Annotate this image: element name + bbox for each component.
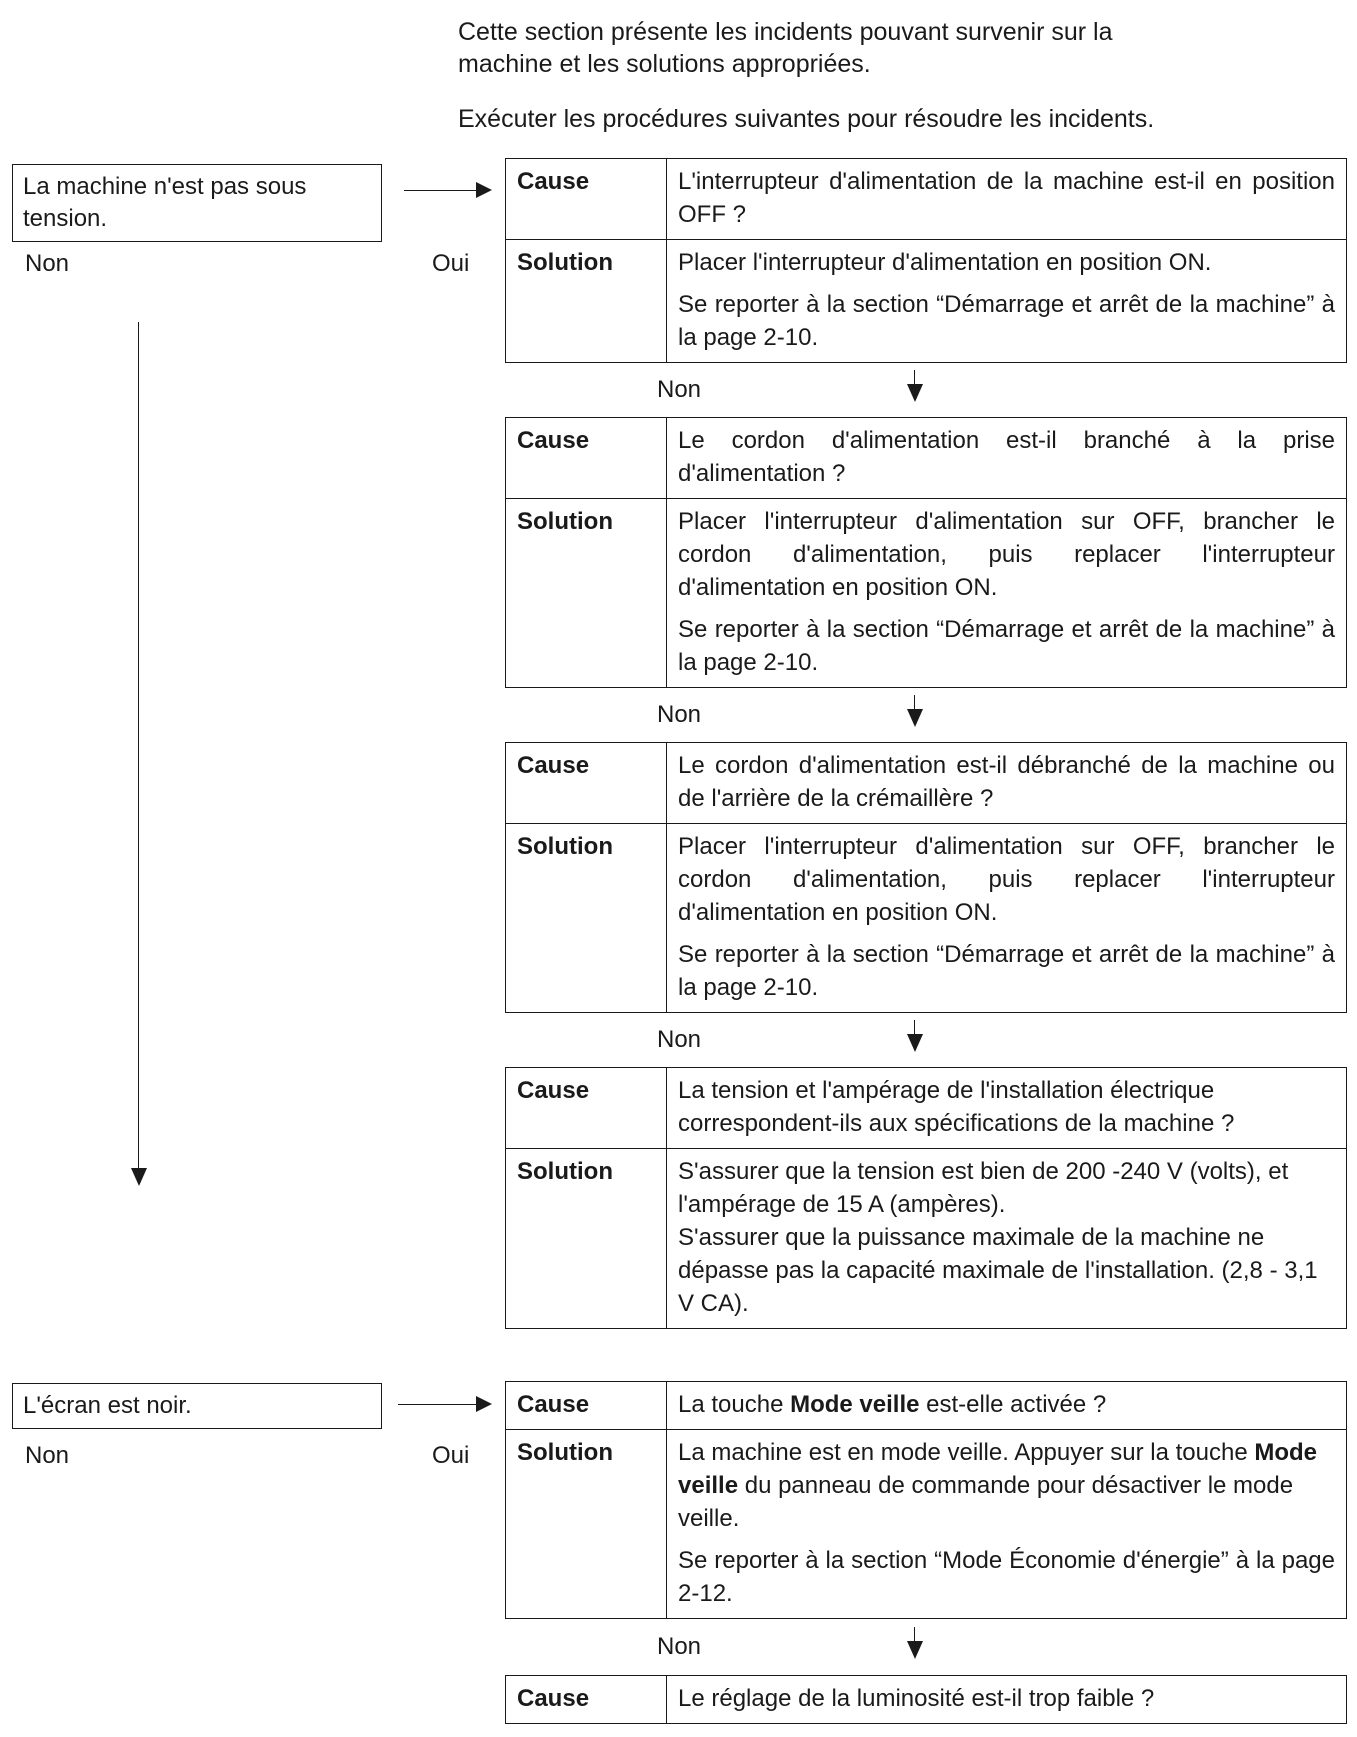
arrow-non-line bbox=[138, 322, 139, 1174]
intro-line-2: machine et les solutions appropriées. bbox=[458, 50, 871, 78]
solution-reference: Se reporter à la section “Démarrage et arrêt de la machine” à la page 2-10. bbox=[678, 941, 1335, 1001]
label-non-step-1: Non bbox=[657, 376, 702, 403]
arrow-oui-2-line bbox=[398, 1404, 478, 1405]
arrow-oui-1-line bbox=[404, 190, 478, 191]
cause-row bbox=[506, 1382, 1347, 1430]
solution-paragraph: Placer l'interrupteur d'alimentation sur OFF, brancher le cordon d'alimentation, puis replacer l'interrupteur d'alimentation en position ON. bbox=[678, 833, 1335, 926]
cause-text: Le réglage de la luminosité est-il trop faible ? bbox=[667, 1676, 1347, 1724]
intro-text bbox=[458, 16, 1113, 80]
solution-paragraph: S'assurer que la puissance maximale de la machine ne dépasse pas la capacité maximale de l'installation. (2,8 - 3,1 V CA). bbox=[678, 1224, 1318, 1317]
solution-label: Solution bbox=[506, 240, 667, 363]
label-non-2: Non bbox=[25, 1442, 70, 1469]
intro-line-3: Exécuter les procédures suivantes pour résoudre les incidents. bbox=[458, 105, 1155, 133]
cause-label: Cause bbox=[506, 159, 667, 240]
label-non-1: Non bbox=[25, 250, 70, 277]
cause-solution-table-1 bbox=[505, 158, 1347, 363]
solution-reference: Se reporter à la section “Mode Économie d'énergie” à la page 2-12. bbox=[678, 1547, 1335, 1607]
cause-solution-table-5 bbox=[505, 1381, 1347, 1619]
cause-solution-table-3 bbox=[505, 742, 1347, 1013]
connector-line bbox=[914, 1020, 915, 1034]
label-non-step-3: Non bbox=[657, 1026, 702, 1053]
label-oui-1: Oui bbox=[432, 250, 470, 277]
cause-row bbox=[506, 1676, 1347, 1724]
arrow-right-icon bbox=[476, 1396, 492, 1412]
solution-row bbox=[506, 1430, 1347, 1619]
solution-row bbox=[506, 824, 1347, 1013]
solution-paragraph: Placer l'interrupteur d'alimentation sur OFF, brancher le cordon d'alimentation, puis replacer l'interrupteur d'alimentation en position ON. bbox=[678, 508, 1335, 601]
connector-line bbox=[914, 1627, 915, 1641]
solution-row bbox=[506, 499, 1347, 688]
cause-text: Le cordon d'alimentation est-il débranché de la machine ou de l'arrière de la crémaillère ? bbox=[667, 743, 1347, 824]
question-black-screen bbox=[12, 1383, 382, 1429]
solution-label: Solution bbox=[506, 1149, 667, 1329]
cause-label: Cause bbox=[506, 418, 667, 499]
connector-line bbox=[914, 695, 915, 709]
solution-text bbox=[667, 240, 1347, 363]
cause-text: La tension et l'ampérage de l'installation électrique correspondent-ils aux spécifications de la machine ? bbox=[667, 1068, 1347, 1149]
cause-row bbox=[506, 743, 1347, 824]
intro-line-1: Cette section présente les incidents pouvant survenir sur la bbox=[458, 18, 1113, 46]
cause-label: Cause bbox=[506, 1068, 667, 1149]
question-line-1: La machine n'est pas sous bbox=[23, 173, 307, 200]
cause-row bbox=[506, 159, 1347, 240]
cause-label: Cause bbox=[506, 1676, 667, 1724]
label-non-step-5: Non bbox=[657, 1633, 702, 1660]
solution-text bbox=[667, 1430, 1347, 1619]
cause-row bbox=[506, 418, 1347, 499]
arrow-down-icon bbox=[907, 709, 923, 727]
label-oui-2: Oui bbox=[432, 1442, 470, 1469]
arrow-down-icon bbox=[907, 384, 923, 402]
solution-text bbox=[667, 499, 1347, 688]
cause-label: Cause bbox=[506, 1382, 667, 1430]
cause-row bbox=[506, 1068, 1347, 1149]
solution-paragraph: La machine est en mode veille. Appuyer sur la touche Mode veille du panneau de commande pour désactiver le mode veille. bbox=[678, 1439, 1318, 1532]
solution-label: Solution bbox=[506, 824, 667, 1013]
arrow-down-icon bbox=[907, 1034, 923, 1052]
solution-label: Solution bbox=[506, 1430, 667, 1619]
cause-text: La touche Mode veille est-elle activée ? bbox=[667, 1382, 1347, 1430]
key-name: Mode veille bbox=[790, 1391, 920, 1418]
cause-text: L'interrupteur d'alimentation de la machine est-il en position OFF ? bbox=[667, 159, 1347, 240]
solution-text bbox=[667, 1149, 1347, 1329]
solution-paragraph: S'assurer que la tension est bien de 200 -240 V (volts), et l'ampérage de 15 A (ampères). bbox=[678, 1158, 1289, 1218]
solution-label: Solution bbox=[506, 499, 667, 688]
key-name: Mode veille bbox=[678, 1439, 1318, 1499]
cause-solution-table-4 bbox=[505, 1067, 1347, 1329]
solution-text bbox=[667, 824, 1347, 1013]
connector-line bbox=[914, 370, 915, 384]
solution-row bbox=[506, 240, 1347, 363]
question-line-2: tension. bbox=[23, 205, 108, 232]
question-line-1: L'écran est noir. bbox=[23, 1392, 192, 1419]
arrow-right-icon bbox=[476, 182, 492, 198]
cause-solution-table-2 bbox=[505, 417, 1347, 688]
arrow-down-icon bbox=[907, 1641, 923, 1659]
solution-reference: Se reporter à la section “Démarrage et arrêt de la machine” à la page 2-10. bbox=[678, 616, 1335, 676]
question-no-power bbox=[12, 164, 382, 242]
solution-row bbox=[506, 1149, 1347, 1329]
solution-reference: Se reporter à la section “Démarrage et arrêt de la machine” à la page 2-10. bbox=[678, 291, 1335, 351]
label-non-step-2: Non bbox=[657, 701, 702, 728]
cause-text: Le cordon d'alimentation est-il branché à la prise d'alimentation ? bbox=[667, 418, 1347, 499]
cause-label: Cause bbox=[506, 743, 667, 824]
solution-paragraph: Placer l'interrupteur d'alimentation en position ON. bbox=[678, 249, 1212, 276]
arrow-down-icon bbox=[131, 1168, 147, 1186]
cause-solution-table-6 bbox=[505, 1675, 1347, 1724]
